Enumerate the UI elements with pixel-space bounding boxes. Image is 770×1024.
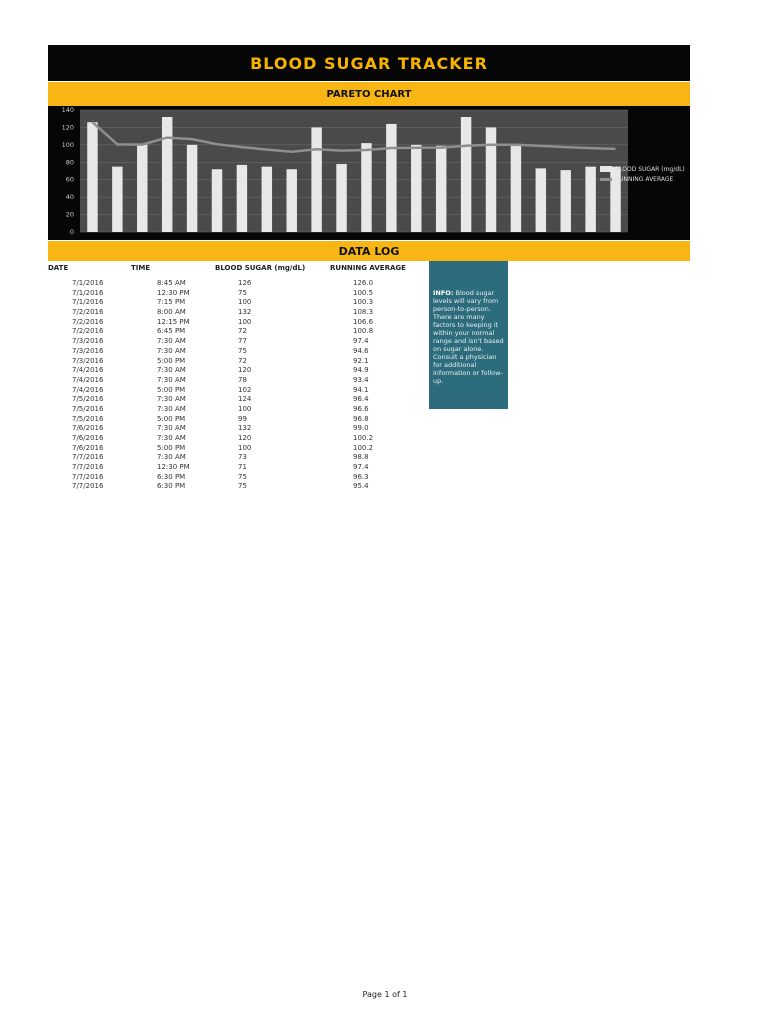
cell-date: 7/2/2016 [72, 308, 104, 317]
cell-date: 7/7/2016 [72, 482, 104, 491]
bar [560, 170, 570, 232]
legend-label-running-average: RUNNING AVERAGE [615, 175, 674, 183]
y-tick-label: 40 [65, 193, 74, 202]
table-row [0, 415, 770, 425]
cell-running-average: 96.8 [353, 414, 369, 423]
table-row [0, 366, 770, 376]
cell-date: 7/1/2016 [72, 288, 104, 297]
bar [311, 127, 321, 232]
y-tick-label: 140 [61, 106, 74, 114]
table-row [0, 463, 770, 473]
cell-date: 7/7/2016 [72, 463, 104, 472]
legend-swatch-line [600, 178, 612, 181]
cell-time: 6:30 PM [157, 472, 186, 481]
cell-blood-sugar: 100 [238, 443, 252, 452]
info-box [429, 261, 508, 409]
cell-time: 7:30 AM [157, 346, 186, 355]
bar [585, 167, 595, 232]
y-tick-label: 80 [65, 158, 74, 167]
cell-date: 7/1/2016 [72, 279, 104, 287]
cell-time: 7:30 AM [157, 337, 186, 346]
cell-blood-sugar: 77 [238, 337, 247, 346]
cell-running-average: 100.8 [353, 327, 374, 336]
cell-blood-sugar: 78 [238, 375, 247, 384]
cell-blood-sugar: 100 [238, 298, 252, 307]
cell-time: 8:00 AM [157, 308, 186, 317]
cell-time: 7:30 AM [157, 424, 186, 433]
table-header [0, 264, 770, 276]
cell-time: 7:30 AM [157, 434, 186, 442]
cell-blood-sugar: 124 [238, 395, 252, 404]
cell-date: 7/4/2016 [72, 366, 104, 375]
bar [87, 122, 97, 232]
bar [286, 169, 296, 232]
cell-blood-sugar: 75 [238, 482, 247, 491]
cell-blood-sugar: 75 [238, 472, 247, 481]
table-row [0, 482, 770, 492]
cell-time: 5:00 PM [157, 443, 186, 452]
bar [212, 169, 222, 232]
y-tick-label: 100 [61, 140, 74, 149]
table-row [0, 279, 770, 289]
bar [237, 165, 247, 232]
table-row [0, 473, 770, 483]
cell-date: 7/6/2016 [72, 424, 104, 433]
chart-area [48, 106, 690, 240]
cell-time: 7:30 AM [157, 395, 186, 404]
bar [112, 167, 122, 232]
bar [187, 145, 197, 232]
cell-blood-sugar: 73 [238, 453, 247, 462]
legend-item-running-average [600, 174, 685, 184]
info-label: INFO: [433, 289, 454, 297]
cell-running-average: 100.5 [353, 288, 374, 297]
bar [511, 145, 521, 232]
cell-date: 7/7/2016 [72, 453, 104, 462]
cell-date: 7/6/2016 [72, 434, 104, 442]
table-row [0, 405, 770, 415]
pareto-chart-header [48, 82, 690, 106]
cell-blood-sugar: 132 [238, 308, 252, 317]
table-row [0, 424, 770, 434]
cell-blood-sugar: 102 [238, 385, 252, 394]
cell-running-average: 100.2 [353, 443, 374, 452]
legend-item-blood-sugar [600, 164, 685, 174]
cell-date: 7/3/2016 [72, 346, 104, 355]
cell-time: 6:30 PM [157, 482, 186, 491]
cell-running-average: 97.4 [353, 337, 369, 346]
table-row [0, 395, 770, 405]
cell-time: 5:00 PM [157, 385, 186, 394]
header-running-average: RUNNING AVERAGE [330, 264, 406, 272]
bar [361, 143, 371, 232]
cell-time: 7:15 PM [157, 298, 186, 307]
legend-swatch-bar [600, 166, 612, 172]
cell-time: 12:15 PM [157, 317, 190, 326]
table-row [0, 386, 770, 396]
cell-running-average: 126.0 [353, 279, 374, 287]
cell-running-average: 108.3 [353, 308, 374, 317]
y-tick-label: 0 [69, 228, 74, 236]
cell-running-average: 92.1 [353, 356, 369, 365]
bar [262, 167, 272, 232]
table-row [0, 337, 770, 347]
cell-blood-sugar: 126 [238, 279, 252, 287]
cell-date: 7/1/2016 [72, 298, 104, 307]
cell-running-average: 106.6 [353, 317, 374, 326]
bar [436, 146, 446, 232]
table-row [0, 434, 770, 444]
title-bar [48, 45, 690, 81]
cell-time: 12:30 PM [157, 463, 190, 472]
cell-blood-sugar: 71 [238, 463, 247, 472]
bar [137, 145, 147, 232]
bar [336, 164, 346, 232]
cell-blood-sugar: 100 [238, 317, 252, 326]
cell-time: 7:30 AM [157, 404, 186, 413]
table-row [0, 453, 770, 463]
cell-date: 7/2/2016 [72, 327, 104, 336]
bar [411, 145, 421, 232]
data-log-header [48, 241, 690, 261]
cell-date: 7/3/2016 [72, 337, 104, 346]
cell-blood-sugar: 120 [238, 366, 252, 375]
cell-running-average: 96.4 [353, 395, 369, 404]
table-row [0, 318, 770, 328]
cell-blood-sugar: 72 [238, 356, 247, 365]
cell-date: 7/6/2016 [72, 443, 104, 452]
cell-date: 7/5/2016 [72, 404, 104, 413]
cell-date: 7/5/2016 [72, 395, 104, 404]
cell-time: 7:30 AM [157, 366, 186, 375]
y-tick-label: 60 [65, 175, 74, 184]
cell-date: 7/4/2016 [72, 385, 104, 394]
table-row [0, 376, 770, 386]
page-title: BLOOD SUGAR TRACKER [250, 53, 488, 73]
header-time: TIME [131, 264, 151, 272]
data-log-table [0, 279, 770, 492]
cell-running-average: 94.1 [353, 385, 369, 394]
cell-running-average: 100.2 [353, 434, 374, 442]
cell-running-average: 100.3 [353, 298, 374, 307]
cell-date: 7/7/2016 [72, 472, 104, 481]
cell-time: 7:30 AM [157, 375, 186, 384]
header-blood-sugar: BLOOD SUGAR (mg/dL) [215, 264, 306, 272]
cell-running-average: 99.0 [353, 424, 369, 433]
cell-running-average: 98.8 [353, 453, 369, 462]
info-text: Blood sugar levels will vary from person-to-person. There are many factors to keeping it within your normal range and isn't based on sugar alone. Consult a physician for additional information or follow-up. [433, 289, 504, 385]
table-row [0, 308, 770, 318]
cell-blood-sugar: 75 [238, 288, 247, 297]
cell-time: 12:30 PM [157, 288, 190, 297]
cell-date: 7/4/2016 [72, 375, 104, 384]
cell-time: 6:45 PM [157, 327, 186, 336]
cell-running-average: 96.6 [353, 404, 369, 413]
cell-blood-sugar: 75 [238, 346, 247, 355]
cell-time: 5:00 PM [157, 356, 186, 365]
cell-running-average: 93.4 [353, 375, 369, 384]
table-row [0, 357, 770, 367]
header-date: DATE [48, 264, 69, 272]
pareto-chart-label: PARETO CHART [326, 88, 412, 100]
cell-running-average: 94.6 [353, 346, 369, 355]
table-row [0, 347, 770, 357]
cell-blood-sugar: 100 [238, 404, 252, 413]
legend-label-blood-sugar: BLOOD SUGAR (mg/dL) [615, 165, 685, 173]
table-row [0, 327, 770, 337]
cell-date: 7/5/2016 [72, 414, 104, 423]
cell-running-average: 97.4 [353, 463, 369, 472]
chart-legend [600, 164, 685, 184]
cell-date: 7/2/2016 [72, 317, 104, 326]
cell-blood-sugar: 120 [238, 434, 252, 442]
cell-time: 5:00 PM [157, 414, 186, 423]
pareto-chart [48, 106, 690, 240]
cell-blood-sugar: 132 [238, 424, 252, 433]
cell-blood-sugar: 72 [238, 327, 247, 336]
bar [461, 117, 471, 232]
cell-date: 7/3/2016 [72, 356, 104, 365]
page-footer: Page 1 of 1 [362, 990, 408, 999]
table-row [0, 289, 770, 299]
bar [536, 168, 546, 232]
bar [162, 117, 172, 232]
bar [386, 124, 396, 232]
y-tick-label: 20 [65, 210, 74, 219]
bar [486, 127, 496, 232]
cell-running-average: 94.9 [353, 366, 369, 375]
cell-running-average: 95.4 [353, 482, 369, 491]
cell-time: 7:30 AM [157, 453, 186, 462]
table-row [0, 298, 770, 308]
data-log-label: DATA LOG [338, 244, 400, 258]
cell-running-average: 96.3 [353, 472, 369, 481]
cell-time: 8:45 AM [157, 279, 186, 287]
y-tick-label: 120 [61, 123, 74, 132]
cell-blood-sugar: 99 [238, 414, 247, 423]
table-row [0, 444, 770, 454]
